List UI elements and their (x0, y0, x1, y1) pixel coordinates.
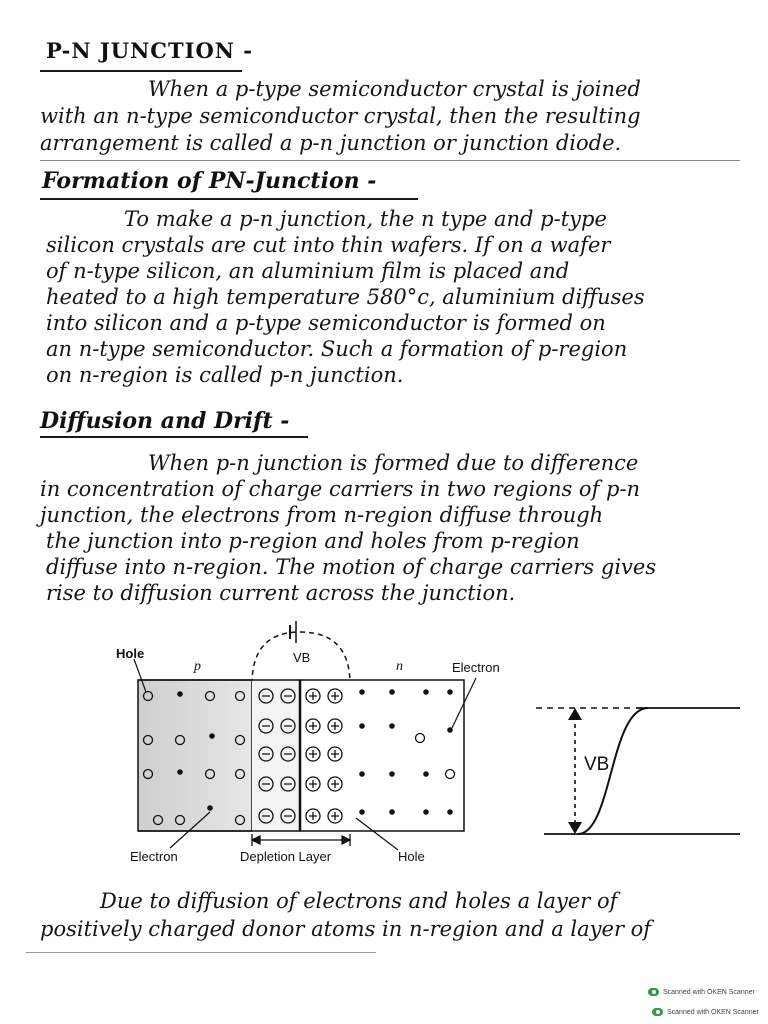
section-2-line-2: silicon crystals are cut into thin wafers. If on a wafer (46, 233, 611, 257)
section-heading-formation: Formation of PN-Junction - (42, 168, 377, 194)
section-1-line-3: arrangement is called a p-n junction or junction diode. (40, 131, 622, 155)
label-electron-bottom: Electron (130, 849, 178, 864)
potential-barrier-graph (536, 708, 740, 834)
p-region (138, 680, 252, 831)
section-1-line-2: with an n-type semiconductor crystal, then the resulting (40, 104, 641, 128)
scanner-text: Scanned with OKEN Scanner (667, 1008, 759, 1016)
section-2-line-3: of n-type silicon, an aluminium film is placed and (46, 259, 570, 283)
scanner-watermark (648, 988, 755, 996)
section-3-line-3: junction, the electrons from n-region diffuse through (40, 503, 604, 527)
section-2-line-7: on n-region is called p-n junction. (46, 363, 404, 387)
section-3-line-6: rise to diffusion current across the junction. (46, 581, 516, 605)
section-divider (40, 160, 740, 161)
bottom-rule (26, 952, 376, 953)
graph-vb-label: VB (584, 754, 610, 775)
section-2-line-5: into silicon and a p-type semiconductor is formed on (46, 311, 606, 335)
section-2-line-1: To make a p-n junction, the n type and p-type (124, 207, 607, 231)
section-1-line-1: When a p-type semiconductor crystal is joined (148, 77, 641, 101)
section-2-line-4: heated to a high temperature 580°c, aluminium diffuses (46, 285, 645, 309)
heading-underline (40, 436, 308, 438)
section-heading-pn-junction: P-N JUNCTION - (46, 38, 253, 63)
heading-underline (40, 70, 242, 72)
label-barrier-voltage: VB (293, 650, 311, 665)
pn-junction-diagram (0, 612, 768, 884)
heading-underline (40, 198, 418, 200)
label-hole-top: Hole (116, 646, 145, 661)
scanner-watermark (652, 1008, 759, 1016)
depletion-width-marker (252, 834, 350, 846)
label-n-region: n (396, 659, 403, 674)
scanner-logo-icon (652, 1008, 663, 1016)
section-3-line-5: diffuse into n-region. The motion of charge carriers gives (46, 555, 657, 579)
section-2-line-6: an n-type semiconductor. Such a formation of p-region (46, 337, 628, 361)
n-region (300, 680, 464, 831)
section-heading-diffusion-drift: Diffusion and Drift - (40, 408, 290, 434)
label-hole-bottom: Hole (398, 849, 425, 864)
closing-line-1: Due to diffusion of electrons and holes a layer of (100, 889, 618, 913)
section-3-line-1: When p-n junction is formed due to difference (148, 451, 639, 475)
label-electron-top: Electron (452, 660, 500, 675)
closing-line-2: positively charged donor atoms in n-region and a layer of (40, 917, 652, 941)
label-p-region: p (194, 659, 201, 674)
section-3-line-4: the junction into p-region and holes from p-region (46, 529, 580, 553)
scanner-text: Scanned with OKEN Scanner (663, 988, 755, 996)
scanner-logo-icon (648, 988, 659, 996)
label-depletion-layer: Depletion Layer (240, 849, 332, 864)
section-3-line-2: in concentration of charge carriers in two regions of p-n (40, 477, 641, 501)
